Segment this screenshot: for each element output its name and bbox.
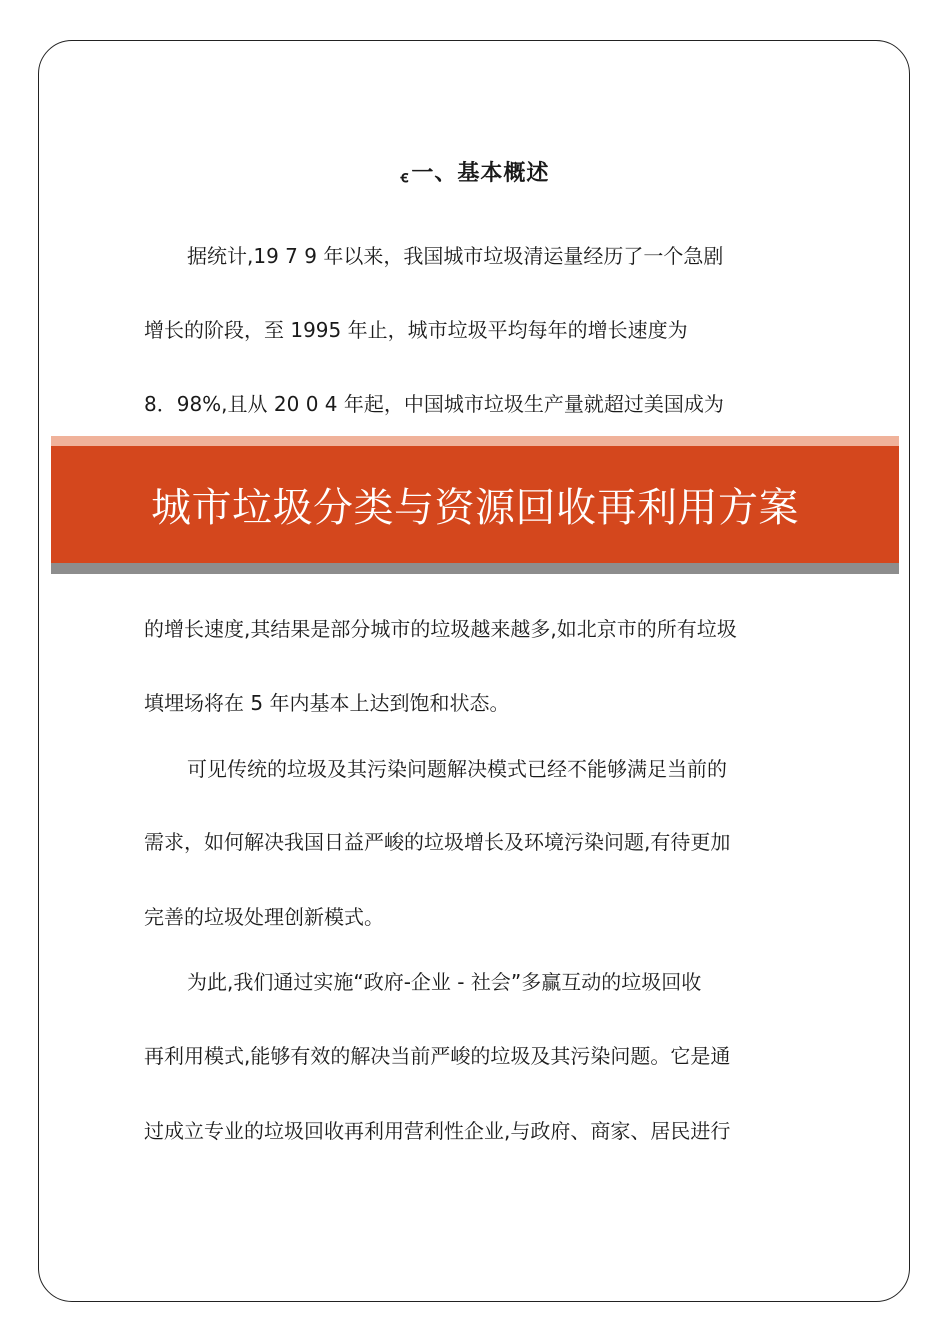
paragraph-line: 的增长速度,其结果是部分城市的垃圾越来越多,如北京市的所有垃圾: [144, 617, 737, 641]
paragraph-line: 需求，如何解决我国日益严峻的垃圾增长及环境污染问题,有待更加: [144, 830, 731, 854]
paragraph-line: 再利用模式,能够有效的解决当前严峻的垃圾及其污染问题。它是通: [144, 1044, 731, 1068]
paragraph-line: 填埋场将在 5 年内基本上达到饱和状态。: [144, 691, 510, 715]
section-heading: [0, 156, 950, 187]
paragraph-line: 8．98%,且从 20 0 4 年起，中国城市垃圾生产量就超过美国成为: [144, 392, 724, 416]
page-frame: [38, 40, 910, 1302]
paragraph-line: 可见传统的垃圾及其污染问题解决模式已经不能够满足当前的: [187, 757, 727, 781]
paragraph-line: 完善的垃圾处理创新模式。: [144, 905, 384, 929]
banner-title: 城市垃圾分类与资源回收再利用方案: [151, 485, 799, 531]
paragraph-line: 过成立专业的垃圾回收再利用营利性企业,与政府、商家、居民进行: [144, 1119, 731, 1143]
paragraph-line: 为此,我们通过实施“政府-企业 - 社会”多赢互动的垃圾回收: [187, 970, 702, 994]
paragraph-line: 据统计,19 7 9 年以来，我国城市垃圾清运量经历了一个急剧: [187, 244, 724, 268]
banner-bottom-stripe: [51, 563, 899, 574]
heading-text: 一、基本概述: [411, 161, 550, 186]
heading-marker: ꞓ: [400, 167, 410, 186]
banner-top-stripe: [51, 436, 899, 446]
title-banner: [51, 446, 899, 563]
paragraph-line: 增长的阶段，至 1995 年止，城市垃圾平均每年的增长速度为: [144, 318, 688, 342]
